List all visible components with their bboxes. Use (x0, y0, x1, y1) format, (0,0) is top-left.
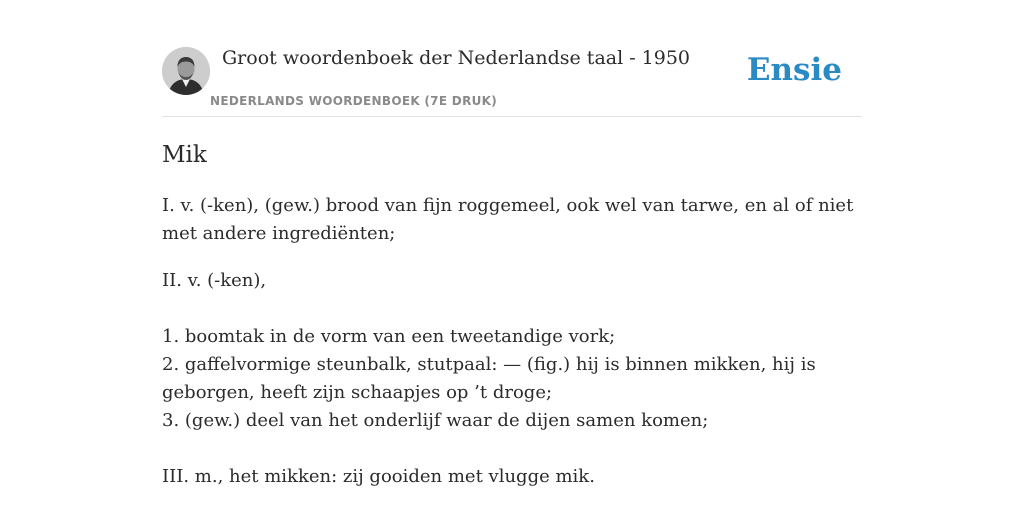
sense-2-item: 2. gaffelvormige steunbalk, stutpaal: — (fig.) hij is binnen mikken, hij is geborgen, heeft zijn schaapjes op ’t droge; (162, 354, 816, 403)
entry-term: Mik (162, 142, 207, 168)
ensie-logo[interactable]: Ensie (746, 52, 842, 88)
sense-3: III. m., het mikken: zij gooiden met vlugge mik. (162, 466, 595, 487)
sense-2-item: 3. (gew.) deel van het onderlijf waar de dijen samen komen; (162, 410, 709, 431)
author-portrait-icon[interactable] (162, 47, 210, 95)
entry-card (162, 0, 862, 487)
line-break (162, 435, 862, 463)
sense-2 (162, 267, 862, 491)
book-subtitle[interactable]: NEDERLANDS WOORDENBOEK (7E DRUK) (210, 94, 498, 108)
line-break (162, 295, 862, 323)
sense-2-intro: II. v. (-ken), (162, 270, 267, 291)
sense-2-item: 1. boomtak in de vorm van een tweetandige vork; (162, 326, 616, 347)
sense-1: I. v. (-ken), (gew.) brood van fijn roggemeel, ook wel van tarwe, en al of niet met andere ingrediënten; (162, 195, 854, 244)
entry-body (162, 192, 862, 491)
book-title[interactable]: Groot woordenboek der Nederlandse taal - 1950 (222, 47, 691, 69)
header (162, 0, 862, 117)
